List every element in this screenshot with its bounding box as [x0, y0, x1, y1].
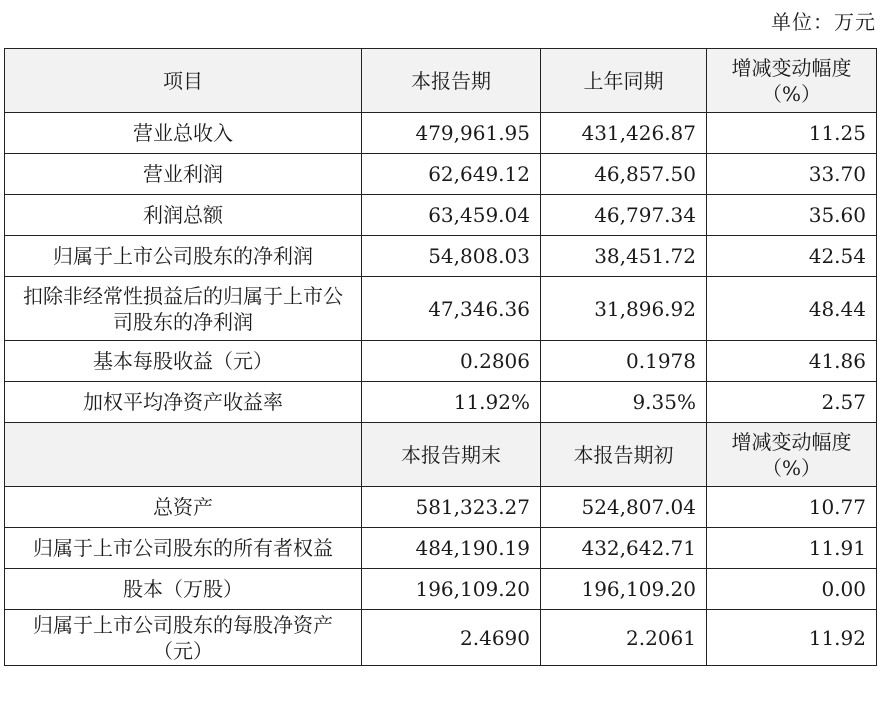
- row-label: 扣除非经常性损益后的归属于上市公司股东的净利润: [5, 277, 362, 341]
- table-row: [5, 487, 877, 528]
- value-cell: 524,807.04: [541, 487, 707, 528]
- value-cell: 46,857.50: [541, 154, 707, 195]
- table-row: [5, 195, 877, 236]
- value-cell: 2.4690: [362, 610, 541, 666]
- unit-label: 单位：万元: [771, 10, 876, 34]
- value-cell: 41.86: [707, 341, 877, 382]
- value-cell: 62,649.12: [362, 154, 541, 195]
- value-cell: 9.35%: [541, 382, 707, 423]
- value-cell: 479,961.95: [362, 113, 541, 154]
- header-cell: 上年同期: [541, 49, 707, 113]
- table-row: [5, 236, 877, 277]
- table-row: [5, 341, 877, 382]
- value-cell: 48.44: [707, 277, 877, 341]
- value-cell: 196,109.20: [541, 569, 707, 610]
- value-cell: 63,459.04: [362, 195, 541, 236]
- value-cell: 0.2806: [362, 341, 541, 382]
- table-row: [5, 610, 877, 666]
- value-cell: 31,896.92: [541, 277, 707, 341]
- header-cell: [5, 423, 362, 487]
- row-label: 股本（万股）: [5, 569, 362, 610]
- value-cell: 431,426.87: [541, 113, 707, 154]
- value-cell: 0.1978: [541, 341, 707, 382]
- row-label: 总资产: [5, 487, 362, 528]
- value-cell: 10.77: [707, 487, 877, 528]
- value-cell: 581,323.27: [362, 487, 541, 528]
- row-label: 利润总额: [5, 195, 362, 236]
- row-label: 加权平均净资产收益率: [5, 382, 362, 423]
- table-row: [5, 382, 877, 423]
- table-row: [5, 569, 877, 610]
- value-cell: 196,109.20: [362, 569, 541, 610]
- value-cell: 11.92%: [362, 382, 541, 423]
- financial-summary-table: [4, 48, 877, 666]
- row-label: 营业利润: [5, 154, 362, 195]
- table-row: [5, 154, 877, 195]
- value-cell: 11.91: [707, 528, 877, 569]
- table-row: [5, 277, 877, 341]
- table-row: [5, 113, 877, 154]
- value-cell: 484,190.19: [362, 528, 541, 569]
- value-cell: 42.54: [707, 236, 877, 277]
- header-cell: 增减变动幅度（%）: [707, 49, 877, 113]
- value-cell: 2.2061: [541, 610, 707, 666]
- header-cell: 增减变动幅度（%）: [707, 423, 877, 487]
- value-cell: 2.57: [707, 382, 877, 423]
- value-cell: 11.25: [707, 113, 877, 154]
- value-cell: 11.92: [707, 610, 877, 666]
- row-label: 归属于上市公司股东的每股净资产（元）: [5, 610, 362, 666]
- header-cell: 项目: [5, 49, 362, 113]
- row-label: 营业总收入: [5, 113, 362, 154]
- value-cell: 54,808.03: [362, 236, 541, 277]
- table-subheader-row: [5, 423, 877, 487]
- value-cell: 35.60: [707, 195, 877, 236]
- value-cell: 0.00: [707, 569, 877, 610]
- value-cell: 47,346.36: [362, 277, 541, 341]
- value-cell: 46,797.34: [541, 195, 707, 236]
- header-cell: 本报告期末: [362, 423, 541, 487]
- table-header-row: [5, 49, 877, 113]
- value-cell: 33.70: [707, 154, 877, 195]
- value-cell: 38,451.72: [541, 236, 707, 277]
- table-row: [5, 528, 877, 569]
- value-cell: 432,642.71: [541, 528, 707, 569]
- header-cell: 本报告期: [362, 49, 541, 113]
- row-label: 归属于上市公司股东的净利润: [5, 236, 362, 277]
- header-cell: 本报告期初: [541, 423, 707, 487]
- row-label: 基本每股收益（元）: [5, 341, 362, 382]
- row-label: 归属于上市公司股东的所有者权益: [5, 528, 362, 569]
